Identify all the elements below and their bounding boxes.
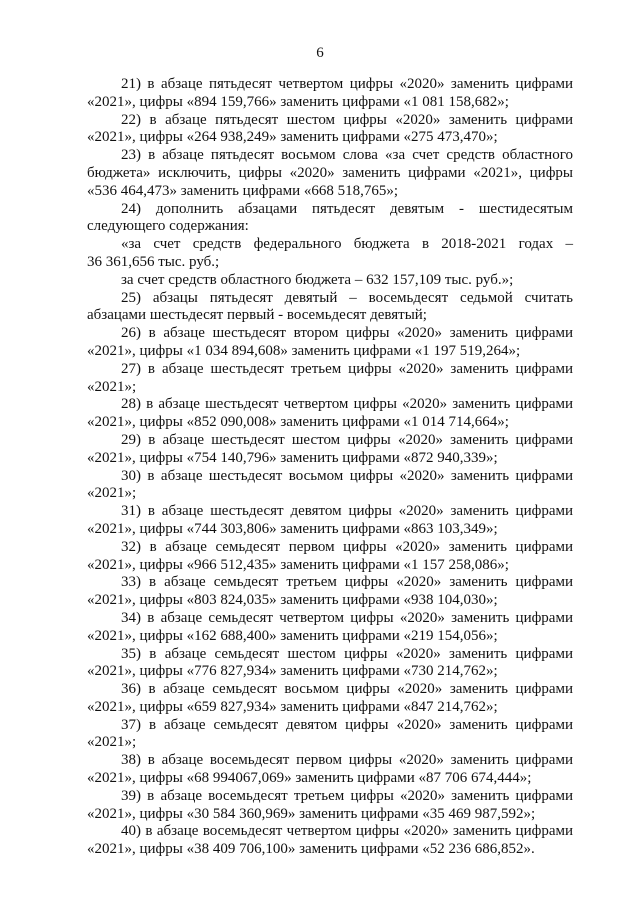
paragraph-line: «2021»;	[87, 734, 137, 751]
paragraph-23	[87, 147, 573, 200]
paragraph-line: 26) в абзаце шестьдесят втором цифры «2020» заменить цифрами	[121, 325, 573, 342]
paragraph-line: «2021»;	[87, 485, 137, 502]
paragraph-line: «2021»;	[87, 378, 137, 395]
quoted-paragraph-regional	[87, 272, 573, 290]
paragraph-line: «2021», цифры «264 938,249» заменить цифрами «275 473,470»;	[87, 129, 498, 146]
paragraph-34	[87, 610, 573, 646]
paragraph-29	[87, 432, 573, 468]
paragraph-line: 38) в абзаце восемьдесят первом цифры «2020» заменить цифрами	[121, 752, 573, 769]
paragraph-line: за счет средств областного бюджета – 632 157,109 тыс. руб.»;	[121, 271, 514, 288]
paragraph-line: 24) дополнить абзацами пятьдесят девятым - шестидесятым	[121, 200, 573, 217]
paragraph-line: абзацами шестьдесят первый - восемьдесят девятый;	[87, 307, 427, 324]
paragraph-line: 21) в абзаце пятьдесят четвертом цифры «2020» заменить цифрами	[121, 76, 573, 92]
paragraph-line: 34) в абзаце семьдесят четвертом цифры «2020» заменить цифрами	[121, 609, 573, 626]
paragraph-22	[87, 112, 573, 148]
paragraph-39	[87, 788, 573, 824]
paragraph-line: «2021», цифры «754 140,796» заменить цифрами «872 940,339»;	[87, 449, 498, 466]
paragraph-line: 36 361,656 тыс. руб.;	[87, 253, 220, 270]
paragraph-line: «2021», цифры «68 994067,069» заменить цифрами «87 706 674,444»;	[87, 770, 532, 787]
paragraph-line: 25) абзацы пятьдесят девятый – восемьдесят седьмой считать	[121, 289, 573, 306]
paragraph-26	[87, 325, 573, 361]
paragraph-40	[87, 823, 573, 859]
paragraph-24	[87, 201, 573, 237]
paragraph-28	[87, 396, 573, 432]
paragraph-line: «2021», цифры «803 824,035» заменить цифрами «938 104,030»;	[87, 592, 498, 609]
paragraph-36	[87, 681, 573, 717]
paragraph-35	[87, 646, 573, 682]
paragraph-32	[87, 539, 573, 575]
paragraph-line: 39) в абзаце восемьдесят третьем цифры «2020» заменить цифрами	[121, 787, 573, 804]
paragraph-line: «2021», цифры «30 584 360,969» заменить цифрами «35 469 987,592»;	[87, 805, 536, 822]
paragraph-line: 40) в абзаце восемьдесят четвертом цифры «2020» заменить цифрами	[121, 823, 573, 840]
paragraph-line: 29) в абзаце шестьдесят шестом цифры «2020» заменить цифрами	[121, 431, 573, 448]
paragraph-line: «2021», цифры «966 512,435» заменить цифрами «1 157 258,086»;	[87, 556, 509, 573]
paragraph-38	[87, 752, 573, 788]
quoted-paragraph-federal	[87, 236, 573, 272]
paragraph-line: 30) в абзаце шестьдесят восьмом цифры «2020» заменить цифрами	[121, 467, 573, 484]
paragraph-line: «за счет средств федерального бюджета в 2018-2021 годах –	[121, 236, 573, 253]
paragraph-line: «2021», цифры «852 090,008» заменить цифрами «1 014 714,664»;	[87, 414, 509, 431]
paragraph-line: следующего содержания:	[87, 218, 249, 235]
paragraph-line: 27) в абзаце шестьдесят третьем цифры «2020» заменить цифрами	[121, 360, 573, 377]
paragraph-line: «2021», цифры «744 303,806» заменить цифрами «863 103,349»;	[87, 520, 498, 537]
paragraph-33	[87, 574, 573, 610]
paragraph-line: 23) в абзаце пятьдесят восьмом слова «за счет средств областного	[121, 147, 573, 164]
document-body	[87, 76, 573, 859]
paragraph-21	[87, 76, 573, 112]
paragraph-27	[87, 361, 573, 397]
paragraph-line: «2021», цифры «38 409 706,100» заменить цифрами «52 236 686,852».	[87, 841, 535, 858]
paragraph-line: «2021», цифры «162 688,400» заменить цифрами «219 154,056»;	[87, 627, 498, 644]
paragraph-line: 33) в абзаце семьдесят третьем цифры «2020» заменить цифрами	[121, 574, 573, 591]
paragraph-line: 22) в абзаце пятьдесят шестом цифры «2020» заменить цифрами	[121, 111, 573, 128]
page-number: 6	[316, 45, 324, 61]
paragraph-line: 37) в абзаце семьдесят девятом цифры «2020» заменить цифрами	[121, 716, 573, 733]
paragraph-37	[87, 717, 573, 753]
paragraph-line: 35) в абзаце семьдесят шестом цифры «2020» заменить цифрами	[121, 645, 573, 662]
paragraph-31	[87, 503, 573, 539]
paragraph-line: «2021», цифры «1 034 894,608» заменить цифрами «1 197 519,264»;	[87, 342, 521, 359]
paragraph-30	[87, 468, 573, 504]
paragraph-line: «2021», цифры «894 159,766» заменить цифрами «1 081 158,682»;	[87, 93, 509, 110]
paragraph-line: 31) в абзаце шестьдесят девятом цифры «2020» заменить цифрами	[121, 503, 573, 520]
paragraph-line: 32) в абзаце семьдесят первом цифры «2020» заменить цифрами	[121, 538, 573, 555]
paragraph-line: «536 464,473» заменить цифрами «668 518,765»;	[87, 182, 399, 199]
paragraph-line: 28) в абзаце шестьдесят четвертом цифры «2020» заменить цифрами	[121, 396, 573, 413]
paragraph-25	[87, 290, 573, 326]
paragraph-line: «2021», цифры «776 827,934» заменить цифрами «730 214,762»;	[87, 663, 498, 680]
paragraph-line: 36) в абзаце семьдесят восьмом цифры «2020» заменить цифрами	[121, 681, 573, 698]
paragraph-line: «2021», цифры «659 827,934» заменить цифрами «847 214,762»;	[87, 698, 498, 715]
paragraph-line: бюджета» исключить, цифры «2020» заменить цифрами «2021», цифры	[87, 164, 573, 181]
